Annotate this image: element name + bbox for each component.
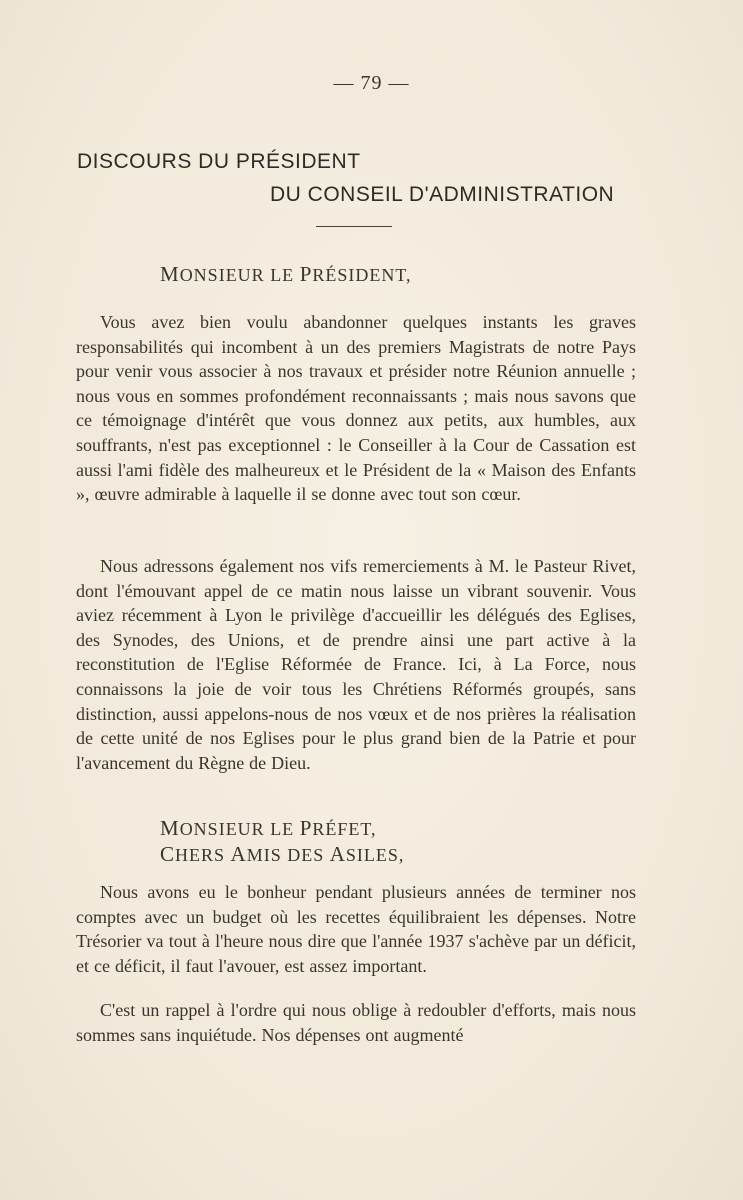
paragraph-4: C'est un rappel à l'ordre qui nous oblige à redoubler d'efforts, mais nous sommes sans inquiétude. Nos dépenses ont augmenté [76,1000,636,1045]
salutation-amis: CHERS AMIS DES ASILES, [160,842,405,866]
salutation-president: MONSIEUR LE PRÉSIDENT, [160,262,412,286]
paragraph-3: Nous avons eu le bonheur pendant plusieurs années de terminer nos comptes avec un budget où les recettes équilibraient les dépenses. Notre Trésorier va tout à l'heure nous dire que l'année 1937 s'achève par un déficit, et ce déficit, il faut l'avouer, est assez important. [76,882,636,976]
title-rule [316,226,392,227]
page-number: — 79 — [333,72,410,94]
heading-line-2: DU CONSEIL D'ADMINISTRATION [270,183,615,206]
paragraph-1: Vous avez bien voulu abandonner quelques instants les graves responsabilités qui incombent à un des premiers Magistrats de notre Pays pour venir vous associer à nos travaux et présider notre Réunion annuelle ; nous vous en sommes profondément reconnaissants ; mais nous savons que ce témoignage d'intérêt que vous donnez aux petits, aux humbles, aux souffrants, n'est pas exceptionnel : le Conseiller à la Cour de Cassation est aussi l'ami fidèle des malheureux et le Président de la « Maison des Enfants », œuvre admirable à laquelle il se donne avec tout son cœur. [76,312,636,505]
salutation-prefet: MONSIEUR LE PRÉFET, [160,816,377,840]
paragraph-2: Nous adressons également nos vifs remerciements à M. le Pasteur Rivet, dont l'émouvant appel de ce matin nous laisse un vibrant souvenir. Vous aviez récemment à Lyon le privilège d'accueillir les délégués des Eglises, des Synodes, des Unions, et de prendre ainsi une part active à la reconstitution de l'Eglise Réformée de France. Ici, à La Force, nous connaissons la joie de voir tous les Chrétiens Réformés groupés, sans distinction, aussi appelons-nous de nos vœux et de nos prières la réalisation de cette unité de nos Eglises pour le plus grand bien de la Patrie et pour l'avancement du Règne de Dieu. [76,556,636,773]
heading-line-1: DISCOURS DU PRÉSIDENT [77,150,361,173]
